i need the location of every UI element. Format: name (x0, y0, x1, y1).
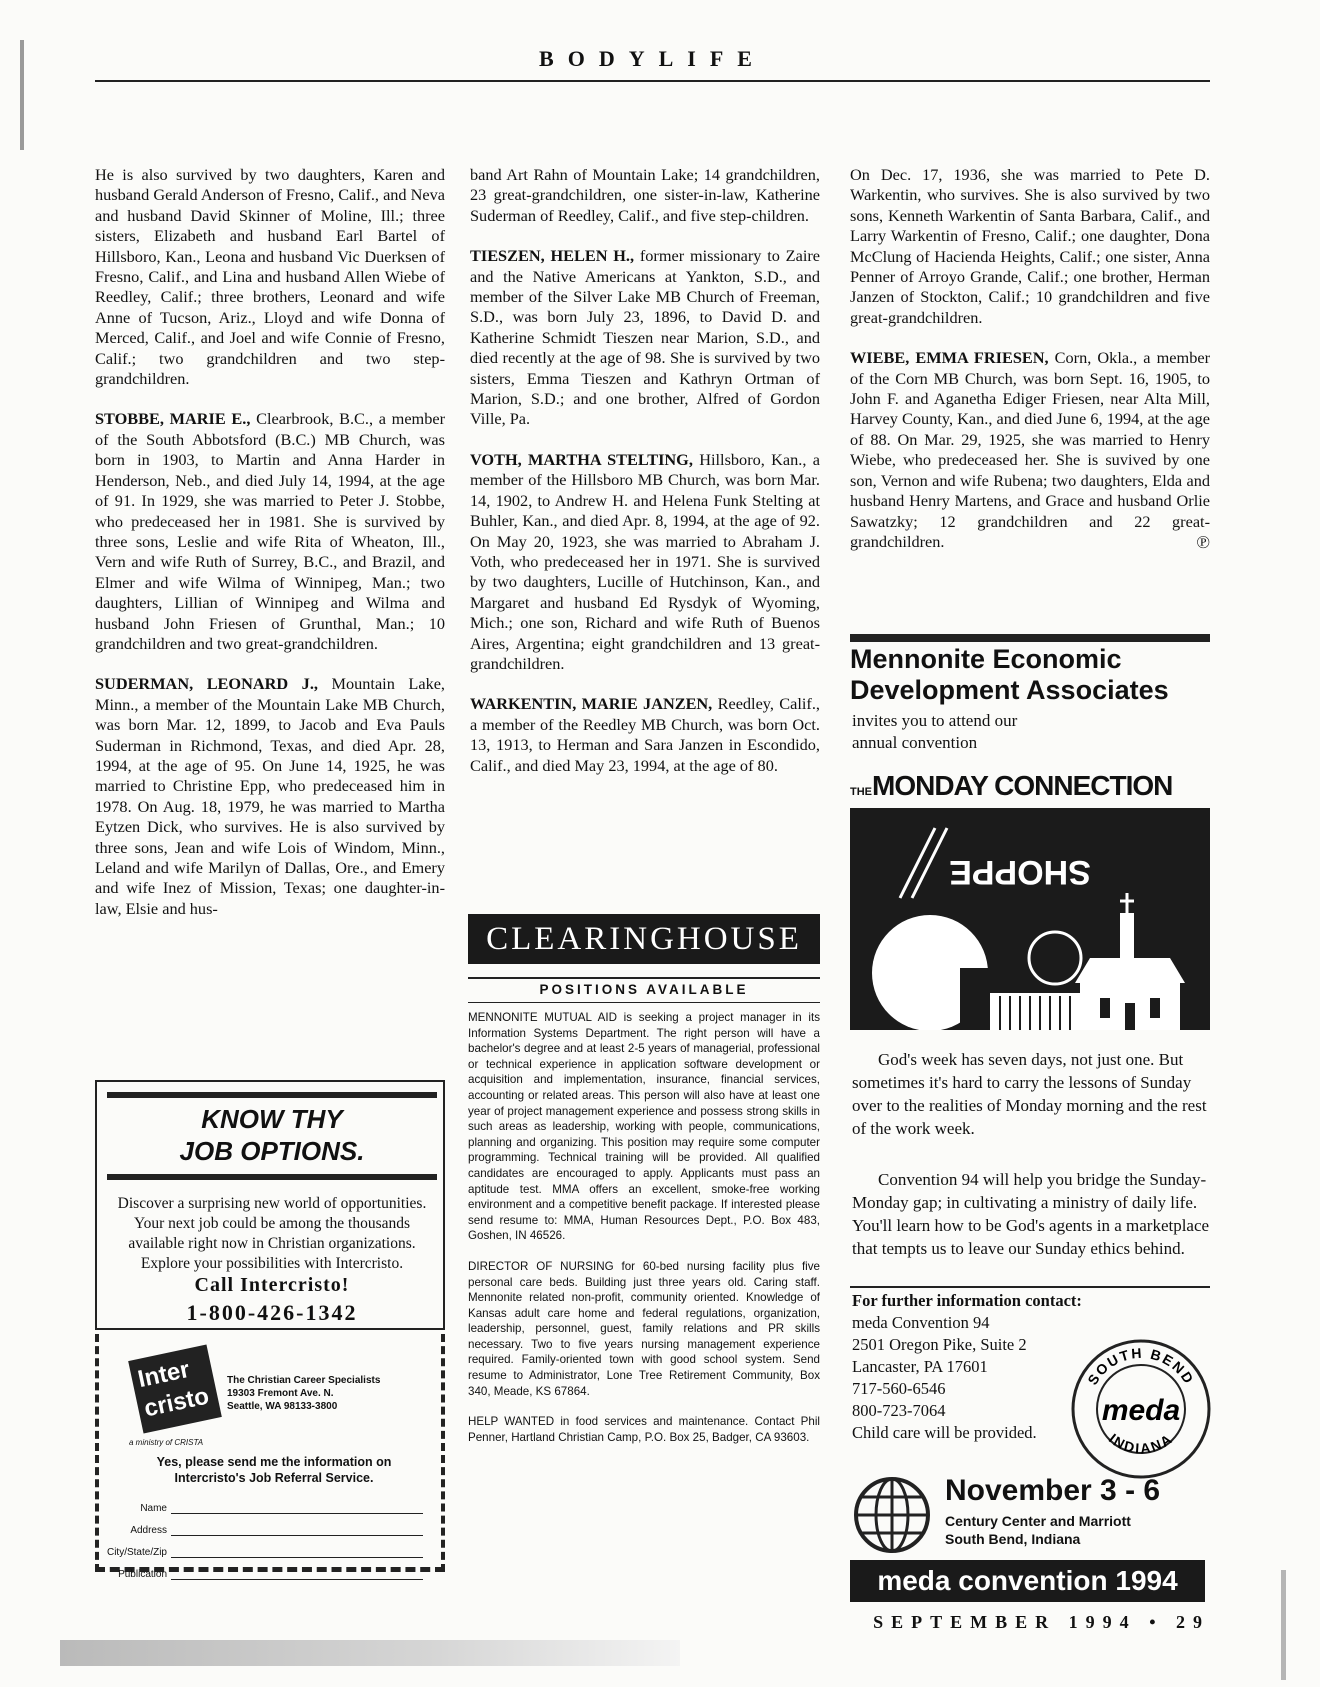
ad-bar (107, 1174, 437, 1180)
obituary-column-3 (850, 165, 1210, 572)
clearinghouse-subtitle: POSITIONS AVAILABLE (539, 982, 749, 997)
meda-paragraph: God's week has seven days, not just one. But sometimes it's hard to carry the lessons of Sunday over to the realities of Monday morning and the rest of the work week. (852, 1050, 1207, 1138)
obituary-name: TIESZEN, HELEN H., (470, 246, 635, 266)
classified-ad: MENNONITE MUTUAL AID is seeking a project manager in its Information Systems Department. The right person will have a bachelor's degree and at least 2-5 years of managerial, professional or technical experience in application software development or acquisition and implementation, insurance, financial services, accounting or related areas. This person will also have at least one year of project management experience and possess strong skills in such areas as leadership, working with people, communications, planning and organizing. This position may require some computer programming. Technical training will be provided. All qualified candidates are encouraged to apply. Applicants must pass an aptitude test. MMA offers an excellent, smoke-free working environment and a competitive benefit package. If interested please send resume to: MMA, Human Resources Dept., P.O. Box 483, Goshen, IN 46526. (468, 1011, 820, 1243)
meda-paragraph: Convention 94 will help you bridge the Sunday-Monday gap; in cultivating a ministry of daily life. You'll learn how to be God's agents in a marketplace that tempts us to leave our Sunday ethics behind. (852, 1170, 1210, 1258)
page-number: 29 (1176, 1612, 1210, 1632)
obituary-column-2 (470, 165, 820, 796)
meda-seal-logo (1070, 1338, 1212, 1480)
publication-field[interactable]: Publication (103, 1568, 423, 1580)
obituary-entry: VOTH, MARTHA STELTING, Hillsboro, Kan., a member of the Hillsboro MB Church, was born Mar. 14, 1902, to Andrew H. and Helena Funk Stelting at Buhler, Kan., and died Apr. 8, 1994, at the age of 92. On May 20, 1923, she was married to Abraham J. Voth, who predeceased her in 1971. She is survived by two daughters, Lucille of Hutchinson, Kan., and Margaret and husband Ed Rysdyk of Wyoming, Mich.; one son, Richard and wife Ruth of Buenos Aires, Argentina; eight grandchildren and 13 great-grandchildren. (470, 449, 821, 673)
ad-phone[interactable]: 1-800-426-1342 (186, 1300, 358, 1325)
intercristo-logo: Inter cristo (128, 1344, 222, 1433)
obituary-entry: He is also survived by two daughters, Karen and husband Gerald Anderson of Fresno, Calif., and Neva and husband David Skinner of Moline, Ill.; three sisters, Elizabeth and husband Earl Bartel of Hillsboro, Kan., Leona and husband Vic Duerksen of Fresno, Calif., and Lina and husband Allen Wiebe of Reedley, Calif.; three brothers, Leonard and wife Anne of Tucson, Ariz., Lloyd and wife Donna of Merced, Calif., and Joel and wife Connie of Fresno, Calif.; two grandchildren and two step-grandchildren. (95, 165, 445, 389)
globe-icon (852, 1475, 932, 1555)
obituary-name: VOTH, MARTHA STELTING, (470, 449, 693, 469)
scan-edge-mark (20, 40, 24, 150)
divider (850, 1286, 1210, 1288)
ad-address: The Christian Career Specialists 19303 Fremont Ave. N. Seattle, WA 98133-3800 (227, 1375, 381, 1412)
ad-call-to-action: Call Intercristo! (194, 1274, 350, 1296)
monday-connection-heading: THEMONDAY CONNECTION (850, 770, 1173, 801)
obituary-name: SUDERMAN, LEONARD J., (95, 674, 318, 694)
coupon-request: Yes, please send me the information on Intercristo's Job Referral Service. (156, 1455, 392, 1485)
obituary-entry: WIEBE, EMMA FRIESEN, Corn, Okla., a member of the Corn MB Church, was born Sept. 16, 1905, to John F. and Aganetha Ediger Friesen, near Alta Mill, Harvey County, Kan., and died June 6, 1994, at the age of 88. On Mar. 29, 1925, she was married to Henry Wiebe, who predeceased her. She is suvived by one son, Vernon and wife Rubena; two daughters, Elda and husband Henry Martens, and Grace and husband Orlie Sawatzky; 12 grandchildren and 22 great-grandchildren. ℗ (850, 348, 1210, 552)
header-rule (95, 80, 1210, 82)
ad-bar (850, 634, 1210, 642)
shop-church-illustration (850, 808, 1210, 1030)
ministry-note: a ministry of CRISTA (129, 1438, 204, 1447)
obituary-entry: band Art Rahn of Mountain Lake; 14 grandchildren, 23 great-grandchildren, one sister-in-law, Katherine Suderman of Reedley, Calif., and five step-children. (470, 165, 820, 225)
obituary-name: WIEBE, EMMA FRIESEN, (850, 348, 1049, 368)
coupon (95, 1334, 445, 1580)
obituary-entry: WARKENTIN, MARIE JANZEN, Reedley, Calif., a member of the Reedley MB Church, was born Oct. 13, 1913, to Herman and Sara Janzen in Escondido, Calif., and died May 23, 1994, at the age of 80. (470, 694, 820, 775)
ad-bar (107, 1092, 437, 1098)
section-header: BODYLIFE (539, 46, 766, 71)
obituary-entry: STOBBE, MARIE E., Clearbrook, B.C., a member of the South Abbotsford (B.C.) MB Church, was born in 1903, to Martin and Anna Harder in Henderson, Neb., and died July 14, 1994, at the age of 91. In 1929, she was married to Peter J. Stobbe, who predeceased her in 1981. She is survived by three sons, Leslie and wife Rita of Wheaton, Ill., Vern and wife Ruth of Surrey, B.C., and Brazil, and Elmer and wife Wilma of Winnipeg, Man.; two daughters, Lillian of Winnipeg and Wilma and husband John Friesen of Grunthal, Man.; 10 grandchildren and two great-grandchildren. (95, 409, 445, 653)
obituary-entry: On Dec. 17, 1936, she was married to Pete D. Warkentin, who survives. She is also survived by two sons, Kenneth Warkentin of Santa Barbara, Calif., and Larry Warkentin of Fresno, Calif.; one daughter, Dona McClung of Hacienda Heights, Calif.; one sister, Anna Penner of Arroyo Grande, Calif.; one brother, Herman Janzen of Stockton, Calif.; 10 grandchildren and five great-grandchildren. (850, 165, 1210, 327)
classified-ad: HELP WANTED in food services and maintenance. Contact Phil Penner, Hartland Christian Camp, P.O. Box 25, Badger, CA 93603. (468, 1415, 820, 1444)
meda-headline: Mennonite Economic Development Associates (850, 644, 1169, 705)
classified-ads (468, 1010, 820, 1460)
divider (468, 1002, 820, 1003)
obituary-name: WARKENTIN, MARIE JANZEN, (470, 694, 713, 714)
end-mark-icon: ℗ (1196, 531, 1210, 552)
convention-dates: November 3 - 6 (945, 1474, 1161, 1507)
page-footer: SEPTEMBER 1994 • 29 (873, 1612, 1210, 1632)
meda-invitation: invites you to attend our annual convention (852, 711, 1018, 752)
svg-text:INDIANA: INDIANA (1106, 1430, 1176, 1457)
divider (468, 977, 820, 979)
meda-contact: For further information contact: meda Convention 94 2501 Oregon Pike, Suite 2 Lancaster, PA 17601 717-560-6546 800-723-7064 Child care will be provided. (852, 1291, 1082, 1442)
intercristo-ad (95, 1080, 445, 1580)
city-state-zip-field[interactable]: City/State/Zip (103, 1546, 423, 1558)
svg-text:meda: meda (1101, 1394, 1181, 1427)
ad-headline: KNOW THY (201, 1104, 343, 1134)
convention-banner: meda convention 1994 (850, 1560, 1205, 1602)
svg-text:SOUTH BEND: SOUTH BEND (1084, 1344, 1198, 1388)
obituary-entry: TIESZEN, HELEN H., former missionary to Zaire and the Native Americans at Yankton, S.D., and member of the Silver Lake MB Church of Freeman, S.D., was born July 23, 1896, to David D. and Katherine Schmidt Tieszen near Marion, S.D., and died recently at the age of 98. She is survived by two sisters, Emma Tieszen and Kathryn Ortman of Marion, S.D.; and one brother, Alfred of Gordon Ville, Pa. (470, 246, 820, 429)
monday-connection-illustration (850, 808, 1210, 1030)
clearinghouse-banner: CLEARINGHOUSE (468, 914, 820, 964)
convention-venue: Century Center and Marriott South Bend, Indiana (945, 1513, 1131, 1547)
obituary-column-1 (95, 165, 445, 939)
shop-sign-text: SHOPPE (949, 853, 1091, 891)
ad-body: Discover a surprising new world of opportunities. Your next job could be among the thousands available right now in Christian organizations. Explore your possibilities with Intercristo. (117, 1195, 427, 1272)
classified-ad: DIRECTOR OF NURSING for 60-bed nursing facility plus five personal care beds. Building just three years old. Caring staff. Mennonite related non-profit, community oriented. Knowledge of Kansas adult care home and federal regulations, organization, leadership, personnel, guest, family relations and PR skills necessary. Two to five years nursing management experience required. Family-oriented town with good school system. Send resume to Administrator, Lone Tree Retirement Community, Box 340, Meade, KS 67864. (468, 1259, 820, 1398)
address-field[interactable]: Address (103, 1524, 423, 1536)
scan-shadow (60, 1640, 680, 1666)
obituary-entry: SUDERMAN, LEONARD J., Mountain Lake, Minn., a member of the Mountain Lake MB Church, was born Mar. 12, 1899, to Jacob and Eva Pauls Suderman in Richmond, Texas, and died Apr. 28, 1994, at the age of 95. On June 14, 1925, he was married to Christine Epp, who predeceased him in 1978. On Aug. 18, 1979, he was married to Martha Eytzen Dick, who survives. He is also survived by three sons, Jean and wife Lois of Windom, Minn., Leland and wife Marilyn of Dallas, Ore., and Emery and wife Inez of Mission, Texas; one daughter-in-law, Elsie and hus- (95, 674, 446, 918)
ad-headline: JOB OPTIONS. (179, 1136, 365, 1166)
scan-edge-mark (1281, 1570, 1286, 1680)
ad-frame (95, 1080, 445, 1330)
name-field[interactable]: Name (103, 1502, 423, 1514)
obituary-name: STOBBE, MARIE E., (95, 409, 251, 429)
